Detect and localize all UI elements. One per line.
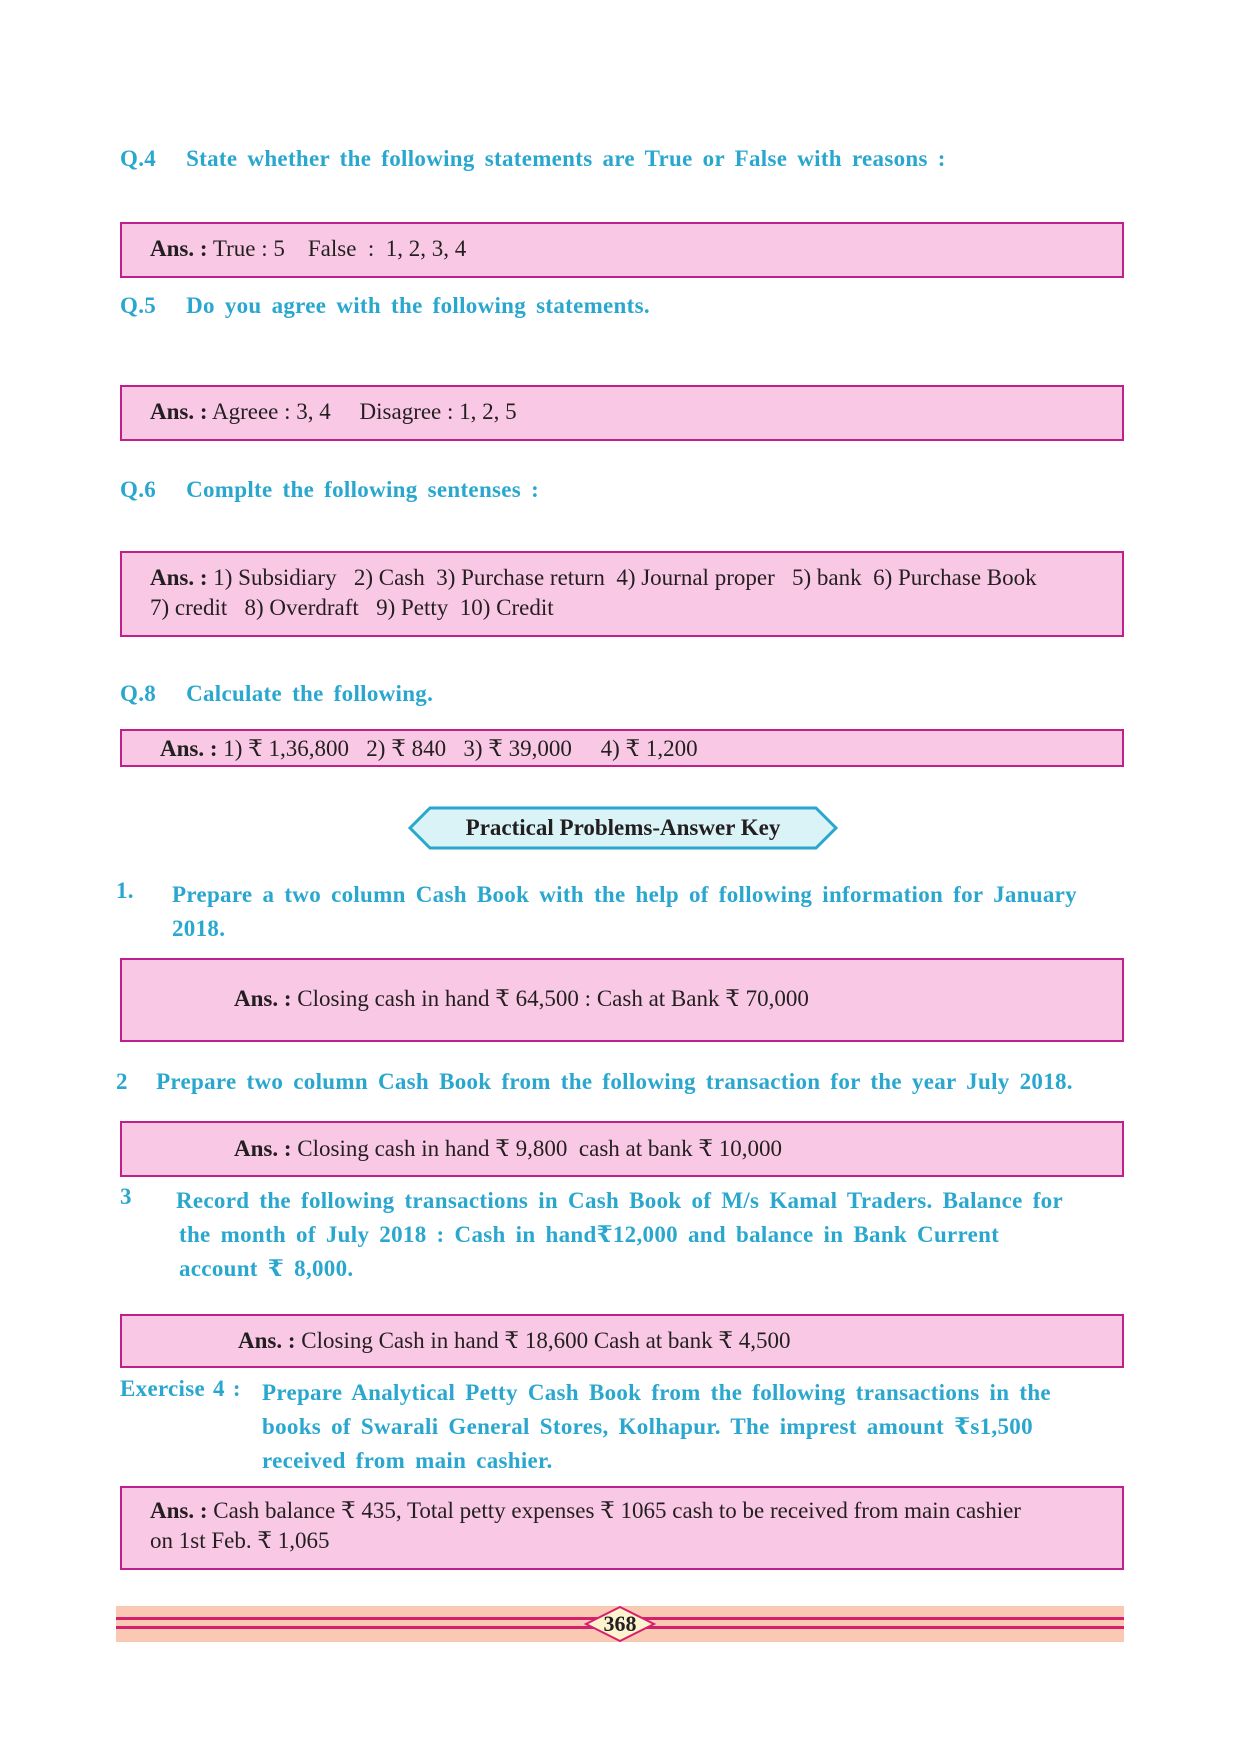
answer-box-problem-2 <box>120 1121 1124 1177</box>
problem-2 <box>116 1069 1073 1095</box>
question-number: Q.4 <box>120 146 157 171</box>
page-footer <box>116 1606 1124 1642</box>
answer-box-problem-3 <box>120 1314 1124 1368</box>
page-number: 368 <box>603 1611 637 1636</box>
problem-text-line-1: Record the following transactions in Cash Book of M/s Kamal Traders. Balance for <box>176 1188 1063 1213</box>
banner-title: Practical Problems-Answer Key <box>465 815 781 840</box>
answer-label: Ans. : <box>234 986 292 1011</box>
answer-text: True : 5 False : 1, 2, 3, 4 <box>212 236 467 261</box>
problem-3-number: 3 <box>120 1184 132 1209</box>
problem-text: Prepare two column Cash Book from the following transaction for the year July 2018. <box>156 1069 1073 1094</box>
answer-text: Closing cash in hand ₹ 64,500 : Cash at Bank ₹ 70,000 <box>297 986 809 1011</box>
question-8 <box>120 681 433 707</box>
answer-label: Ans. : <box>150 399 208 424</box>
question-text: Do you agree with the following statements. <box>186 293 650 318</box>
answer-box-6 <box>120 551 1124 637</box>
answer-text: Closing cash in hand ₹ 9,800 cash at bank ₹ 10,000 <box>297 1136 782 1161</box>
answer-line-2: on 1st Feb. ₹ 1,065 <box>150 1528 330 1553</box>
problem-3 <box>176 1184 1116 1286</box>
question-text: Calculate the following. <box>186 681 434 706</box>
section-banner <box>408 806 838 850</box>
problem-number: 2 <box>116 1069 128 1094</box>
question-number: Q.5 <box>120 293 157 318</box>
problem-text-line-3: account ₹ 8,000. <box>179 1256 354 1281</box>
question-number: Q.8 <box>120 681 157 706</box>
exercise-4-label: Exercise 4 : <box>120 1376 241 1401</box>
question-text: Complte the following sentenses : <box>186 477 540 502</box>
question-text: State whether the following statements are True or False with reasons : <box>186 146 946 171</box>
answer-line-1 <box>150 563 1122 593</box>
answer-label: Ans. : <box>150 1498 208 1523</box>
answer-text: Agreee : 3, 4 Disagree : 1, 2, 5 <box>212 399 517 424</box>
exercise-text-line-2: books of Swarali General Stores, Kolhapur. The imprest amount ₹s1,500 <box>262 1414 1033 1439</box>
answer-text: Cash balance ₹ 435, Total petty expenses ₹ 1065 cash to be received from main cashier <box>213 1498 1021 1523</box>
problem-1-number: 1. <box>116 878 134 903</box>
problem-text-line-1: Prepare a two column Cash Book with the help of following information for January <box>172 882 1077 907</box>
problem-text-line-2: 2018. <box>172 916 226 941</box>
question-5 <box>120 293 650 319</box>
answer-text: 1) Subsidiary 2) Cash 3) Purchase return 4) Journal proper 5) bank 6) Purchase Book <box>213 565 1037 590</box>
exercise-text-line-1: Prepare Analytical Petty Cash Book from the following transactions in the <box>262 1380 1051 1405</box>
question-4 <box>120 146 946 172</box>
answer-label: Ans. : <box>150 565 208 590</box>
answer-box-5 <box>120 385 1124 441</box>
question-6 <box>120 477 539 503</box>
answer-text: Closing Cash in hand ₹ 18,600 Cash at bank ₹ 4,500 <box>301 1328 791 1353</box>
answer-label: Ans. : <box>234 1136 292 1161</box>
answer-text: 1) ₹ 1,36,800 2) ₹ 840 3) ₹ 39,000 4) ₹ 1,200 <box>223 736 698 761</box>
question-number: Q.6 <box>120 477 157 502</box>
exercise-text-line-3: received from main cashier. <box>262 1448 553 1473</box>
answer-box-8 <box>120 729 1124 767</box>
answer-box-4 <box>120 222 1124 278</box>
problem-text-line-2: the month of July 2018 : Cash in hand₹12,000 and balance in Bank Current <box>179 1222 1000 1247</box>
answer-label: Ans. : <box>150 236 208 261</box>
answer-label: Ans. : <box>160 736 218 761</box>
problem-1 <box>172 878 1112 946</box>
answer-line-2: 7) credit 8) Overdraft 9) Petty 10) Credit <box>150 595 554 620</box>
answer-box-exercise-4 <box>120 1486 1124 1570</box>
answer-label: Ans. : <box>238 1328 296 1353</box>
exercise-4 <box>262 1376 1122 1478</box>
answer-line-1 <box>150 1496 1122 1526</box>
answer-box-problem-1 <box>120 958 1124 1042</box>
